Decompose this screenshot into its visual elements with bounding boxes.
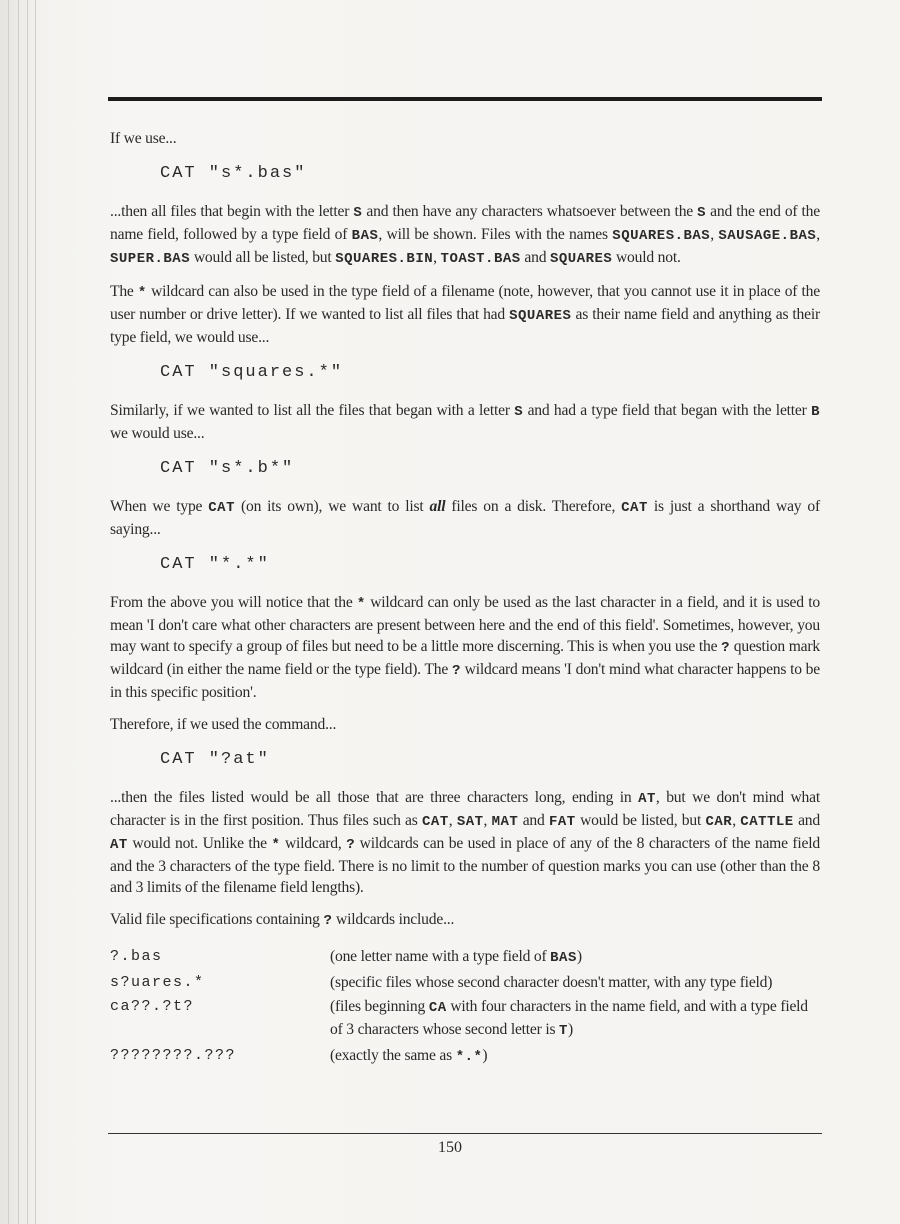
code: MAT <box>491 814 519 830</box>
text: , <box>732 812 741 829</box>
code: AT <box>110 837 128 853</box>
text: (files beginning <box>330 998 429 1015</box>
binding-edge <box>35 0 36 1224</box>
paragraph-intro: If we use... <box>110 130 177 147</box>
code: AT <box>638 791 656 807</box>
spec-pattern: ca??.?t? <box>110 998 195 1015</box>
code: CAR <box>705 814 733 830</box>
spec-description <box>330 972 820 993</box>
text: (exactly the same as <box>330 1047 456 1064</box>
text: and had a type field that began with the letter <box>523 402 812 419</box>
code: TOAST.BAS <box>440 251 521 267</box>
code: SQUARES.BIN <box>335 251 434 267</box>
text: and <box>518 812 549 829</box>
bottom-rule <box>108 1133 822 1134</box>
text: From the above you will notice that the <box>110 594 357 611</box>
paragraph <box>110 281 820 348</box>
text: wildcards can be used in place of any of the 8 characters of the name field and the 3 characters of the type field. There is no limit to the number of question marks you can use (other than the 8 and 3 limits of the filename field lengths). <box>110 835 820 896</box>
text: we would use... <box>110 425 205 442</box>
text: with four characters in the name field, and with a type field of 3 characters whose second letter is <box>330 998 808 1038</box>
code: BAS <box>351 228 379 244</box>
spec-pattern: s?uares.* <box>110 974 205 991</box>
text: , <box>433 249 441 266</box>
spec-pattern: ?.bas <box>110 948 163 965</box>
code: * <box>137 285 147 301</box>
code: CAT <box>621 500 648 516</box>
text: would all be listed, but <box>190 249 336 266</box>
text: wildcard can only be used as the last character in a field, and it is used to mean 'I don't care what other characters are present between here and the end of this field'. Sometimes, however, you may want to specify a group of files but need to be a little more discerning. This is when you use the <box>110 594 820 655</box>
text: wildcard means 'I don't mind what character happens to be in this specific position'. <box>110 661 821 701</box>
spec-description <box>330 946 820 969</box>
spec-pattern: ????????.??? <box>110 1047 237 1064</box>
paragraph <box>110 201 820 270</box>
text: ) <box>567 1021 573 1038</box>
text: Valid file specifications containing <box>110 911 324 928</box>
code: ? <box>346 837 356 853</box>
code: SUPER.BAS <box>110 251 191 267</box>
code: SAUSAGE.BAS <box>718 228 817 244</box>
paragraph <box>110 909 820 932</box>
paragraph <box>110 496 820 540</box>
command-example: CAT "s*.bas" <box>160 164 307 183</box>
text: would not. <box>612 249 681 266</box>
code: ? <box>323 913 333 929</box>
code: ? <box>451 663 461 679</box>
text: and then have any characters whatsoever between the <box>362 203 698 220</box>
text: , <box>448 812 457 829</box>
spec-description <box>330 996 820 1042</box>
code: T <box>559 1023 568 1039</box>
spec-row <box>110 972 820 993</box>
text: (one letter name with a type field of <box>330 948 551 965</box>
code: B <box>811 404 820 420</box>
code: CAT <box>208 500 235 516</box>
text: wildcards include... <box>332 911 455 928</box>
code: *.* <box>455 1049 483 1065</box>
command-example: CAT "*.*" <box>160 555 270 574</box>
top-rule <box>108 97 822 101</box>
page-number: 150 <box>438 1139 462 1156</box>
text: Similarly, if we wanted to list all the files that began with a letter <box>110 402 515 419</box>
text: ) <box>482 1047 488 1064</box>
spec-row <box>110 996 820 1042</box>
spec-list <box>110 946 820 1068</box>
command-example: CAT "?at" <box>160 750 270 769</box>
code: CAT <box>422 814 449 830</box>
binding-edge <box>27 0 28 1224</box>
text: would be listed, but <box>575 812 706 829</box>
text: (specific files whose second character doesn't matter, with any type field) <box>330 974 773 991</box>
code: S <box>514 404 524 420</box>
text: ...then the files listed would be all those that are three characters long, ending in <box>110 789 639 806</box>
code: SQUARES <box>509 308 572 324</box>
code: S <box>697 205 707 221</box>
paragraph <box>110 787 820 898</box>
command-example: CAT "s*.b*" <box>160 459 295 478</box>
text: (on its own), we want to list <box>234 498 430 515</box>
code: SQUARES <box>549 251 613 267</box>
text: and <box>793 812 821 829</box>
text: , will be shown. Files with the names <box>378 226 613 243</box>
text: is just a shorthand way of saying... <box>110 498 820 538</box>
text: and the end of the name field, followed by a type field of <box>110 203 820 243</box>
code: CA <box>428 1000 447 1016</box>
spec-row <box>110 1045 820 1068</box>
command-example: CAT "squares.*" <box>160 363 344 382</box>
text: ) <box>576 948 582 965</box>
text: files on a disk. Therefore, <box>445 498 622 515</box>
text: , <box>483 812 492 829</box>
paragraph <box>110 592 820 703</box>
emphasis: all <box>429 498 446 515</box>
binding-edge <box>8 0 9 1224</box>
code: SAT <box>456 814 484 830</box>
spec-description <box>330 1045 820 1068</box>
text: wildcard, <box>280 835 347 852</box>
code: S <box>353 205 363 221</box>
text: When we type <box>110 498 209 515</box>
text: wildcard can also be used in the type field of a filename (note, however, that you cannot use it in place of the user number or drive letter). If we wanted to list all files that had <box>110 283 821 323</box>
text: and <box>520 249 550 266</box>
code: BAS <box>550 950 577 966</box>
code: * <box>271 837 281 853</box>
text: as their name field and anything as their type field, we would use... <box>110 306 820 346</box>
text: , but we don't mind what character is in the first position. Thus files such as <box>110 789 820 829</box>
text: would not. Unlike the <box>127 835 272 852</box>
code: FAT <box>549 814 576 830</box>
text: ...then all files that begin with the letter <box>110 203 354 220</box>
code: * <box>356 596 366 612</box>
body-text <box>110 128 820 1071</box>
text: The <box>110 283 138 300</box>
binding-edge <box>18 0 19 1224</box>
code: ? <box>721 640 731 656</box>
text: , <box>816 226 820 243</box>
code: SQUARES.BAS <box>612 228 711 244</box>
spec-row <box>110 946 820 969</box>
code: CATTLE <box>740 814 794 830</box>
paragraph <box>110 400 820 444</box>
paragraph: Therefore, if we used the command... <box>110 716 337 733</box>
text: , <box>710 226 719 243</box>
text: question mark wildcard (in either the name field or the type field). The <box>110 638 820 678</box>
